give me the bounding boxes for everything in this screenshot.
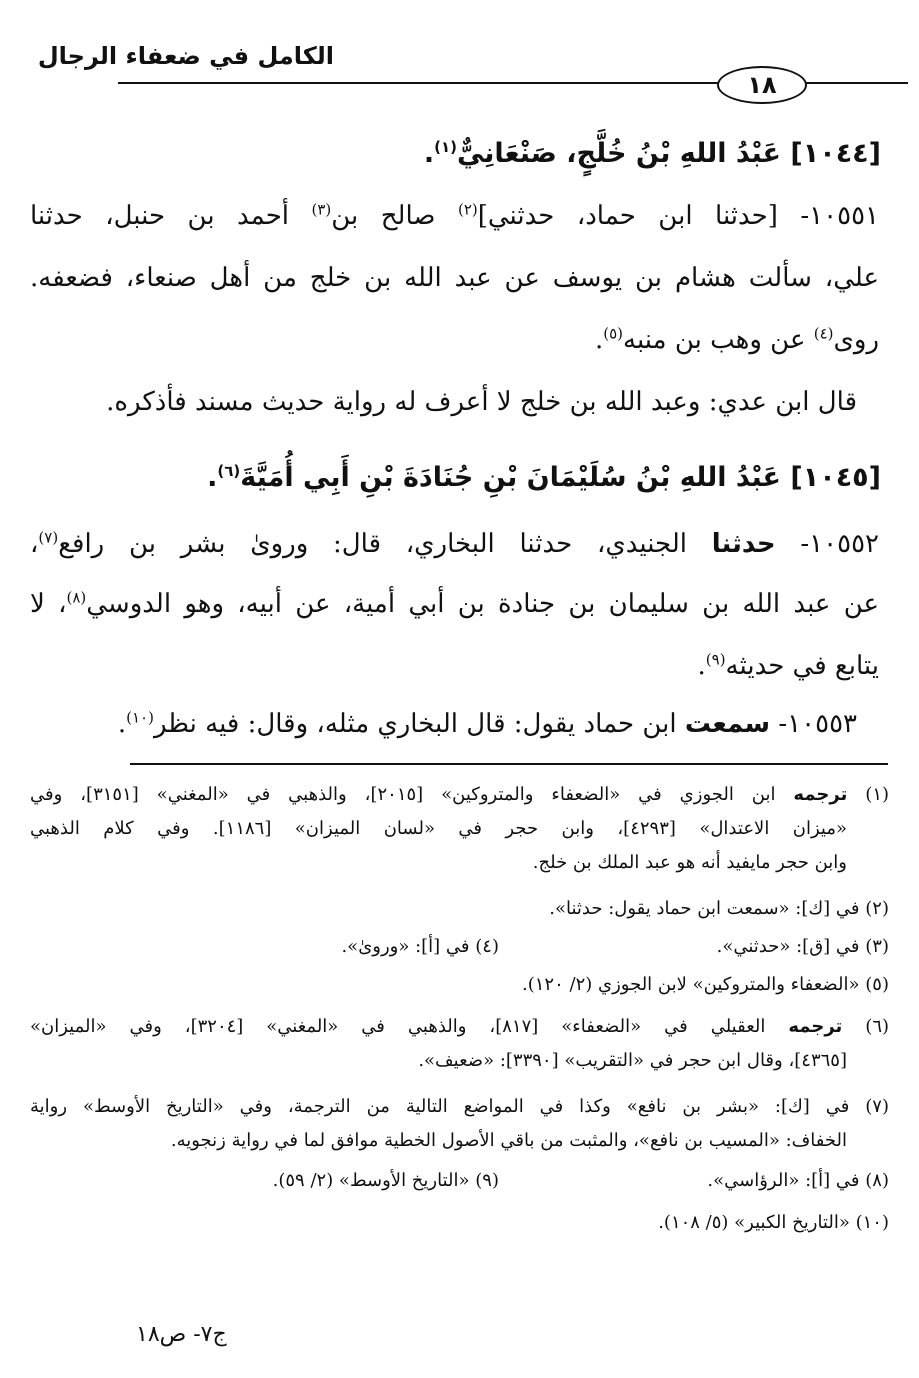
entry-heading-1045: [١٠٤٥] عَبْدُ اللهِ بْنُ سُلَيْمَانَ بْنِ جُنَادَةَ بْنِ أَبِي أُمَيَّةَ$^{(٦)}$.: [207, 462, 881, 493]
footnote-ref-8: (٨): [66, 588, 87, 607]
paragraph-10552-line-2: عن عبد الله بن سليمان بن جنادة بن أبي أمية، عن أبيه، وهو الدوسي$^{(٨)}$، لا: [30, 588, 879, 619]
footnote-ref-5: (٥): [603, 324, 623, 343]
ibn-adi-statement: قال ابن عدي: وعبد الله بن خلج لا أعرف له رواية حديث مسند فأذكره.: [106, 387, 857, 417]
paragraph-10552-line-1: ١٠٥٥٢- حدثنا الجنيدي، حدثنا البخاري، قال: وروىٰ بشر بن رافع$^{(٧)}$،: [30, 528, 879, 559]
footnote-ref-4: (٤): [813, 324, 834, 343]
footnote-ref-1: (١): [434, 138, 457, 156]
footnote-7-line-1: (٧) في [ك]: «بشر بن نافع» وكذا في المواضع التالية من الترجمة، وفي «التاريخ الأوسط» رواية: [30, 1096, 889, 1117]
paragraph-10553: ١٠٥٥٣- سمعت ابن حماد يقول: قال البخاري مثله، وقال: فيه نظر$^{(١٠)}$.: [117, 708, 857, 739]
paragraph-10552-line-3: يتابع في حديثه$^{(٩)}$.: [697, 650, 879, 681]
footnote-ref-7: (٧): [38, 528, 59, 547]
footnote-6-line-2: [٤٣٦٥]، وقال ابن حجر في «التقريب» [٣٣٩٠]: «ضعيف».: [418, 1050, 847, 1071]
footnote-4: (٤) في [أ]: «وروىٰ».: [341, 936, 499, 957]
footnote-ref-6: (٦): [217, 462, 241, 480]
footnote-10: (١٠) «التاريخ الكبير» (٥/ ١٠٨).: [658, 1212, 889, 1233]
footnote-1-line-2: «ميزان الاعتدال» [٤٢٩٣]، وابن حجر في «لسان الميزان» [١١٨٦]. وفي كلام الذهبي: [30, 818, 847, 839]
entry-heading-text: [١٠٤٥] عَبْدُ اللهِ بْنُ سُلَيْمَانَ بْنِ جُنَادَةَ بْنِ أَبِي أُمَيَّةَ: [240, 462, 881, 493]
footnote-6-line-1: (٦) ترجمه العقيلي في «الضعفاء» [٨١٧]، والذهبي في «المغني» [٣٢٠٤]، وفي «الميزان»: [30, 1016, 890, 1037]
page-number-badge: ١٨: [717, 66, 807, 104]
paragraph-10551-line-1: ١٠٥٥١- [حدثنا ابن حماد، حدثني]$^{(٢)}$ صالح بن$^{(٣)}$ أحمد بن حنبل، حدثنا: [30, 200, 879, 231]
running-header-title: الكامل في ضعفاء الرجال: [37, 42, 334, 70]
volume-page-footer: ج٧- ص١٨: [136, 1322, 227, 1347]
footnote-1-line-1: (١) ترجمه ابن الجوزي في «الضعفاء والمتروكين» [٢٠١٥]، والذهبي في «المغني» [٣١٥١]، وفي: [30, 784, 890, 805]
entry-heading-text: [١٠٤٤] عَبْدُ اللهِ بْنُ خُلَّجٍ، صَنْعَانِيٌّ: [456, 138, 881, 169]
paragraph-10551-line-3: روى$^{(٤)}$ عن وهب بن منبه$^{(٥)}$.: [594, 324, 879, 355]
paragraph-10551-line-2: علي، سألت هشام بن يوسف عن عبد الله بن خلج من أهل صنعاء، فضعفه.: [30, 263, 879, 293]
footnote-3: (٣) في [ق]: «حدثني».: [716, 936, 889, 957]
footnote-9: (٩) «التاريخ الأوسط» (٢/ ٥٩).: [272, 1170, 499, 1191]
footnote-8: (٨) في [أ]: «الرؤاسي».: [707, 1170, 889, 1191]
footnote-1-line-3: وابن حجر مايفيد أنه هو عبد الملك بن خلج.: [532, 852, 847, 873]
footnote-separator: [130, 763, 888, 765]
footnote-ref-10: (١٠): [126, 708, 154, 727]
footnote-ref-3: (٣): [311, 200, 332, 219]
entry-heading-1044: [١٠٤٤] عَبْدُ اللهِ بْنُ خُلَّجٍ، صَنْعَانِيٌّ$^{(١)}$.: [423, 138, 881, 169]
footnote-ref-2: (٢): [457, 200, 478, 219]
footnote-5: (٥) «الضعفاء والمتروكين» لابن الجوزي (٢/ ١٢٠).: [522, 974, 889, 995]
footnote-ref-9: (٩): [705, 650, 726, 669]
footnote-2: (٢) في [ك]: «سمعت ابن حماد يقول: حدثنا».: [549, 898, 889, 919]
footnote-7-line-2: الخفاف: «المسيب بن نافع»، والمثبت من باقي الأصول الخطية موافق لما في رواية زنجويه.: [170, 1130, 847, 1151]
